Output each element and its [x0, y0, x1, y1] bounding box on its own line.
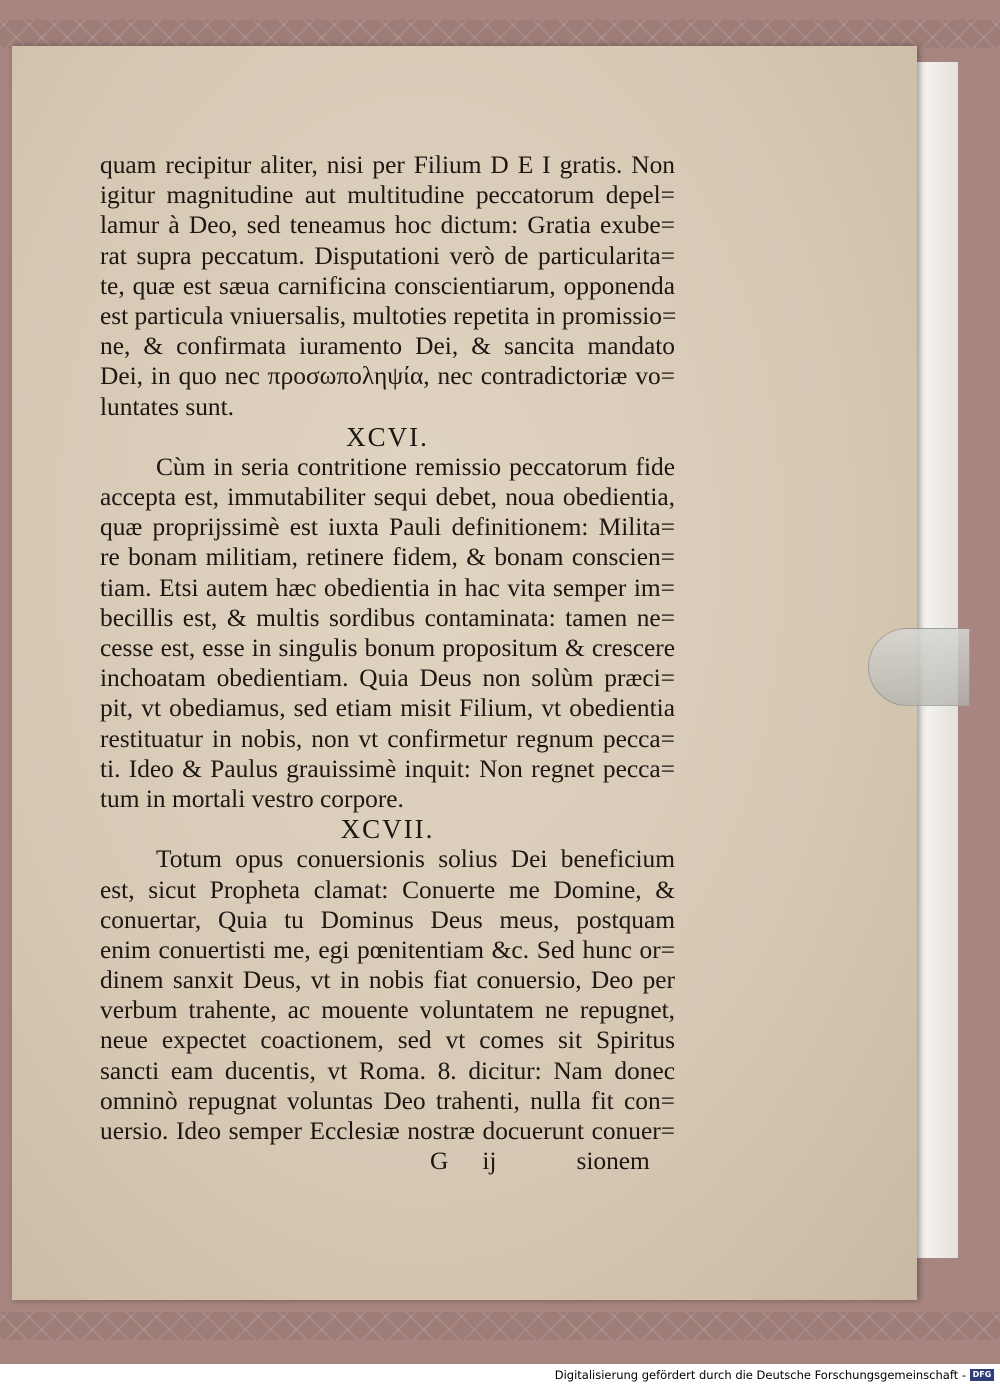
text-line: ne, & confirmata iuramento Dei, & sancita mandato [100, 332, 675, 361]
text-line: te, quæ est sæua carnificina conscientiarum, opponenda [100, 271, 675, 300]
text-line: est particula vniuersalis, multoties repetita in promissio= [100, 301, 677, 330]
text-line: omninò repugnat voluntas Deo trahenti, nulla fit con= [100, 1086, 675, 1115]
text-line: accepta est, immutabiliter sequi debet, noua obedientia, [100, 483, 675, 512]
text-line: verbum trahente, ac mouente voluntatem ne repugnet, [100, 996, 675, 1025]
text-line: quæ proprijssimè est iuxta Pauli definitionem: Milita= [100, 513, 675, 542]
text-line: luntates sunt. [100, 392, 234, 421]
text-line: inchoatam obedientiam. Quia Deus non solùm præci= [100, 664, 675, 693]
text-line: tiam. Etsi autem hæc obedientia in hac vita semper im= [100, 573, 675, 602]
text-line: enim conuertisti me, egi pœnitentiam &c. Sed hunc or= [100, 935, 675, 964]
text-line: igitur magnitudine aut multitudine peccatorum depel= [100, 181, 675, 210]
section-heading: XCVI. [346, 421, 429, 452]
decorative-border-top [0, 20, 1000, 48]
text-line: ti. Ideo & Paulus grauissimè inquit: Non regnet pecca= [100, 754, 675, 783]
text-line: pit, vt obediamus, sed etiam misit Filium, vt obedientia [100, 694, 675, 723]
text-line: lamur à Deo, sed teneamus hoc dictum: Gratia exube= [100, 211, 675, 240]
funding-credit: Digitalisierung gefördert durch die Deutsche Forschungsgemeinschaft - [554, 1368, 966, 1382]
text-line: Cùm in seria contritione remissio peccatorum fide [156, 452, 675, 481]
section-heading: XCVII. [340, 814, 435, 845]
decorative-border-bottom [0, 1312, 1000, 1340]
text-line: rat supra peccatum. Disputationi verò de particularita= [100, 241, 675, 270]
text-line: tum in mortali vestro corpore. [100, 784, 404, 813]
catchword: sionem [576, 1147, 650, 1176]
text-line: est, sicut Propheta clamat: Conuerte me Domine, & [100, 875, 675, 904]
text-line: conuertar, Quia tu Dominus Deus meus, postquam [100, 905, 675, 934]
dfg-logo: DFG [970, 1369, 994, 1381]
text-line: becillis est, & multis sordibus contaminata: tamen ne= [100, 603, 675, 632]
text-line: quam recipitur aliter, nisi per Filium D E I gratis. Non [100, 151, 675, 179]
text-line: restituatur in nobis, non vt confirmetur regnum pecca= [100, 724, 675, 753]
signature-number: ij [482, 1147, 497, 1176]
text-line: re bonam militiam, retinere fidem, & bonam conscien= [100, 543, 675, 572]
text-line: cesse est, esse in singulis bonum propositum & crescere [100, 634, 675, 662]
text-line: dinem sanxit Deus, vt in nobis fiat conuersio, Deo per [100, 966, 675, 995]
footer-bar [0, 1364, 1000, 1386]
signature-line [100, 1146, 675, 1178]
text-line: Totum opus conuersionis solius Dei beneficium [156, 845, 675, 874]
text-line: neue expectet coactionem, sed vt comes sit Spiritus [100, 1026, 675, 1055]
text-line: uersio. Ideo semper Ecclesiæ nostræ docuerunt conuer= [100, 1117, 675, 1145]
text-line: sancti eam ducentis, vt Roma. 8. dicitur: Nam donec [100, 1056, 675, 1085]
page-text [100, 150, 675, 1178]
page-clip [868, 628, 970, 706]
signature-mark: G [430, 1147, 449, 1176]
text-line: Dei, in quo nec προσωποληψία, nec contradictoriæ vo= [100, 362, 675, 391]
